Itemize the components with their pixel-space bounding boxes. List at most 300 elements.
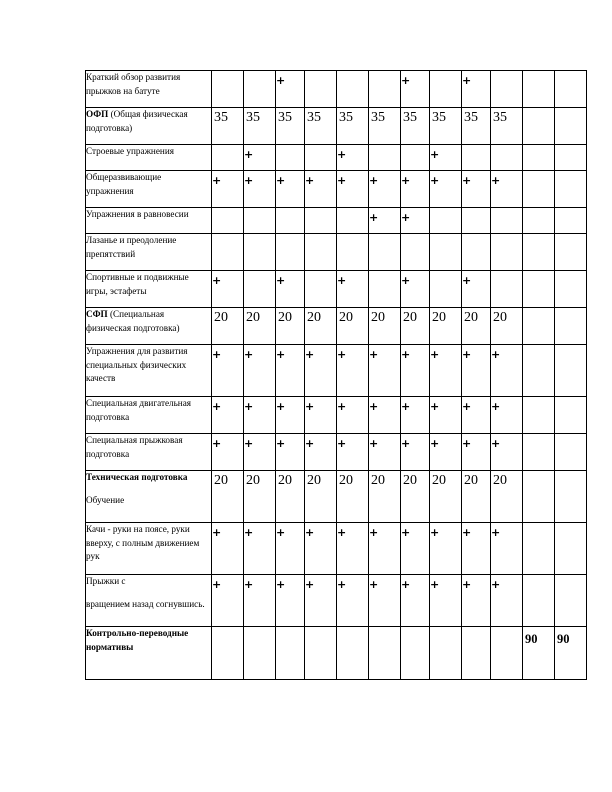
hours-value: 20 [493, 473, 507, 488]
plus-mark: + [305, 437, 315, 450]
table-cell [305, 345, 337, 397]
total-value: 90 [525, 632, 538, 646]
row-label [86, 108, 212, 145]
table-cell [212, 345, 244, 397]
table-cell [430, 523, 462, 575]
table-cell [244, 345, 276, 397]
hours-value: 20 [432, 473, 446, 488]
table-cell [369, 234, 401, 271]
plus-mark: + [369, 526, 379, 539]
table-cell [212, 523, 244, 575]
plus-mark: + [369, 348, 379, 361]
plus-mark: + [276, 174, 286, 187]
table-cell [555, 397, 587, 434]
table-cell [523, 171, 555, 208]
hours-value: 20 [464, 473, 478, 488]
plus-mark: + [401, 578, 411, 591]
table-cell [305, 208, 337, 234]
table-cell [462, 171, 491, 208]
table-cell [555, 145, 587, 171]
table-cell [305, 108, 337, 145]
row-label [86, 627, 212, 680]
hours-value: 35 [432, 110, 446, 125]
plus-mark: + [401, 400, 411, 413]
table-cell [491, 434, 523, 471]
hours-value: 35 [246, 110, 260, 125]
hours-value: 20 [339, 473, 353, 488]
plus-mark: + [369, 211, 379, 224]
plus-mark: + [337, 578, 347, 591]
plus-mark: + [305, 400, 315, 413]
table-cell [337, 145, 369, 171]
plus-mark: + [276, 578, 286, 591]
table-cell [555, 523, 587, 575]
table-cell [305, 145, 337, 171]
table-row [86, 523, 587, 575]
table-row [86, 271, 587, 308]
table-cell [462, 523, 491, 575]
table-cell [523, 308, 555, 345]
table-cell [401, 234, 430, 271]
table-cell [491, 308, 523, 345]
plus-mark: + [430, 174, 440, 187]
table-cell [430, 397, 462, 434]
table-cell [244, 108, 276, 145]
table-cell [276, 523, 305, 575]
row-label-bold: СФП [86, 309, 108, 319]
table-cell [276, 627, 305, 680]
table-cell [401, 345, 430, 397]
total-value: 90 [557, 632, 570, 646]
plus-mark: + [462, 437, 472, 450]
table-cell [430, 171, 462, 208]
row-label-text: Качи - руки на поясе, руки вверху, с полным движением рук [86, 524, 200, 561]
row-label-subtext: вращением назад согнувшись. [86, 598, 205, 609]
hours-value: 20 [371, 473, 385, 488]
table-cell [305, 397, 337, 434]
table-row [86, 471, 587, 523]
row-label [86, 171, 212, 208]
table-cell [523, 145, 555, 171]
table-cell [462, 234, 491, 271]
row-label-bold: Техническая подготовка [86, 472, 188, 482]
table-row [86, 108, 587, 145]
hours-value: 35 [278, 110, 292, 125]
table-cell [369, 308, 401, 345]
table-cell [212, 575, 244, 627]
plus-mark: + [430, 148, 440, 161]
plus-mark: + [430, 437, 440, 450]
row-label-text: Строевые упражнения [86, 146, 174, 156]
table-cell [555, 271, 587, 308]
row-label [86, 208, 212, 234]
plus-mark: + [337, 274, 347, 287]
table-row [86, 308, 587, 345]
plus-mark: + [462, 400, 472, 413]
table-cell [369, 434, 401, 471]
table-cell [212, 145, 244, 171]
table-cell [212, 308, 244, 345]
plus-mark: + [212, 400, 222, 413]
plus-mark: + [401, 74, 411, 87]
table-row [86, 234, 587, 271]
table-cell [430, 145, 462, 171]
table-cell [276, 308, 305, 345]
row-label-text: (Специальная физическая подготовка) [86, 309, 180, 333]
table-cell [369, 397, 401, 434]
table-cell [337, 171, 369, 208]
table-cell [337, 208, 369, 234]
table-cell [523, 345, 555, 397]
table-cell [369, 108, 401, 145]
plus-mark: + [244, 400, 254, 413]
table-cell [491, 234, 523, 271]
hours-value: 35 [403, 110, 417, 125]
table-cell [305, 523, 337, 575]
row-label-text: Специальная прыжковая подготовка [86, 435, 183, 459]
table-cell [430, 575, 462, 627]
table-cell [462, 575, 491, 627]
table-cell [244, 171, 276, 208]
table-cell [555, 627, 587, 680]
row-label [86, 575, 212, 627]
plus-mark: + [305, 348, 315, 361]
table-cell [523, 471, 555, 523]
table-cell [401, 108, 430, 145]
table-cell [369, 171, 401, 208]
hours-value: 20 [432, 310, 446, 325]
hours-value: 20 [278, 473, 292, 488]
plus-mark: + [462, 578, 472, 591]
table-cell [276, 71, 305, 108]
plus-mark: + [337, 400, 347, 413]
hours-value: 35 [339, 110, 353, 125]
table-cell [523, 627, 555, 680]
table-cell [491, 397, 523, 434]
table-cell [555, 171, 587, 208]
plus-mark: + [276, 74, 286, 87]
table-cell [462, 345, 491, 397]
plus-mark: + [369, 400, 379, 413]
table-cell [212, 271, 244, 308]
table-cell [523, 271, 555, 308]
plus-mark: + [337, 148, 347, 161]
table-cell [430, 345, 462, 397]
table-cell [401, 271, 430, 308]
table-cell [337, 397, 369, 434]
table-cell [491, 471, 523, 523]
table-cell [305, 575, 337, 627]
hours-value: 20 [278, 310, 292, 325]
table-cell [555, 434, 587, 471]
table-cell [305, 434, 337, 471]
plus-mark: + [491, 400, 501, 413]
table-cell [401, 208, 430, 234]
table-cell [244, 627, 276, 680]
table-cell [212, 434, 244, 471]
table-cell [212, 627, 244, 680]
table-cell [462, 271, 491, 308]
table-cell [305, 234, 337, 271]
plus-mark: + [401, 348, 411, 361]
plus-mark: + [244, 348, 254, 361]
table-cell [555, 345, 587, 397]
plus-mark: + [369, 437, 379, 450]
row-label-subtext: Обучение [86, 494, 125, 505]
table-cell [491, 108, 523, 145]
table-cell [305, 627, 337, 680]
table-row [86, 171, 587, 208]
plus-mark: + [212, 437, 222, 450]
plus-mark: + [305, 174, 315, 187]
row-label-text: Спортивные и подвижные игры, эстафеты [86, 272, 189, 296]
table-cell [369, 523, 401, 575]
plus-mark: + [337, 526, 347, 539]
table-cell [337, 627, 369, 680]
plus-mark: + [244, 174, 254, 187]
plus-mark: + [276, 348, 286, 361]
table-cell [555, 471, 587, 523]
table-cell [244, 434, 276, 471]
plus-mark: + [491, 526, 501, 539]
row-label [86, 308, 212, 345]
table-cell [491, 171, 523, 208]
table-cell [430, 627, 462, 680]
table-cell [401, 627, 430, 680]
table-cell [491, 523, 523, 575]
table-cell [401, 434, 430, 471]
table-cell [212, 397, 244, 434]
table-cell [369, 271, 401, 308]
table-cell [305, 308, 337, 345]
table-cell [212, 471, 244, 523]
hours-value: 20 [307, 473, 321, 488]
plus-mark: + [430, 578, 440, 591]
table-cell [244, 145, 276, 171]
row-label-text: Упражнения в равновесии [86, 209, 189, 219]
hours-value: 20 [371, 310, 385, 325]
table-cell [244, 234, 276, 271]
row-label-text: (Общая физическая подготовка) [86, 109, 188, 133]
table-cell [337, 108, 369, 145]
table-cell [462, 397, 491, 434]
table-cell [401, 308, 430, 345]
table-cell [337, 523, 369, 575]
training-plan-table [85, 70, 587, 680]
plus-mark: + [276, 274, 286, 287]
table-cell [276, 145, 305, 171]
table-cell [491, 271, 523, 308]
hours-value: 20 [246, 473, 260, 488]
plus-mark: + [491, 174, 501, 187]
plus-mark: + [401, 174, 411, 187]
table-cell [369, 471, 401, 523]
row-label [86, 471, 212, 523]
table-cell [523, 108, 555, 145]
table-cell [523, 397, 555, 434]
table-cell [430, 234, 462, 271]
table-cell [369, 345, 401, 397]
plus-mark: + [462, 174, 472, 187]
table-cell [212, 171, 244, 208]
plus-mark: + [305, 526, 315, 539]
row-label [86, 234, 212, 271]
table-cell [212, 71, 244, 108]
table-cell [369, 627, 401, 680]
table-cell [305, 471, 337, 523]
table-cell [491, 208, 523, 234]
plus-mark: + [212, 578, 222, 591]
row-label-text: Краткий обзор развития прыжков на батуте [86, 72, 181, 96]
plus-mark: + [212, 274, 222, 287]
row-label-bold: Контрольно-переводные нормативы [86, 628, 189, 652]
table-cell [369, 208, 401, 234]
hours-value: 35 [371, 110, 385, 125]
table-cell [244, 523, 276, 575]
table-cell [462, 434, 491, 471]
table-cell [491, 575, 523, 627]
table-cell [276, 271, 305, 308]
table-cell [555, 71, 587, 108]
table-cell [462, 208, 491, 234]
table-cell [276, 234, 305, 271]
row-label [86, 397, 212, 434]
plus-mark: + [244, 526, 254, 539]
table-cell [212, 108, 244, 145]
table-cell [401, 145, 430, 171]
table-cell [337, 471, 369, 523]
table-cell [305, 271, 337, 308]
plus-mark: + [491, 348, 501, 361]
hours-value: 20 [307, 310, 321, 325]
plus-mark: + [337, 174, 347, 187]
table-cell [305, 71, 337, 108]
row-label [86, 345, 212, 397]
hours-value: 20 [214, 473, 228, 488]
plus-mark: + [401, 211, 411, 224]
table-cell [462, 471, 491, 523]
table-cell [212, 208, 244, 234]
table-cell [491, 145, 523, 171]
table-cell [369, 71, 401, 108]
table-cell [523, 208, 555, 234]
plus-mark: + [244, 437, 254, 450]
table-cell [276, 397, 305, 434]
row-label [86, 271, 212, 308]
table-cell [276, 108, 305, 145]
table-row [86, 434, 587, 471]
table-cell [523, 575, 555, 627]
table-cell [462, 308, 491, 345]
table-cell [244, 397, 276, 434]
table-cell [401, 575, 430, 627]
table-cell [244, 471, 276, 523]
table-cell [462, 108, 491, 145]
plus-mark: + [305, 578, 315, 591]
table-cell [276, 471, 305, 523]
plus-mark: + [276, 400, 286, 413]
table-cell [369, 575, 401, 627]
row-label [86, 71, 212, 108]
row-label-text: Общеразвивающие упражнения [86, 172, 162, 196]
plus-mark: + [491, 437, 501, 450]
table-cell [555, 234, 587, 271]
hours-value: 35 [307, 110, 321, 125]
plus-mark: + [401, 437, 411, 450]
table-cell [523, 234, 555, 271]
plus-mark: + [337, 348, 347, 361]
hours-value: 20 [493, 310, 507, 325]
plus-mark: + [212, 174, 222, 187]
plus-mark: + [462, 348, 472, 361]
table-cell [430, 208, 462, 234]
table-cell [244, 308, 276, 345]
table-cell [276, 208, 305, 234]
table-row [86, 145, 587, 171]
table-cell [430, 71, 462, 108]
table-cell [244, 575, 276, 627]
hours-value: 20 [339, 310, 353, 325]
plus-mark: + [430, 400, 440, 413]
plus-mark: + [462, 74, 472, 87]
table-cell [491, 71, 523, 108]
table-cell [244, 71, 276, 108]
hours-value: 20 [464, 310, 478, 325]
plus-mark: + [462, 274, 472, 287]
table-cell [523, 434, 555, 471]
table-cell [369, 145, 401, 171]
table-cell [523, 523, 555, 575]
table-row [86, 575, 587, 627]
table-cell [462, 71, 491, 108]
table-cell [555, 575, 587, 627]
row-label-text: Специальная двигательная подготовка [86, 398, 192, 422]
table-row [86, 345, 587, 397]
table-cell [430, 271, 462, 308]
table-cell [305, 171, 337, 208]
row-label [86, 145, 212, 171]
table-cell [337, 434, 369, 471]
table-cell [430, 471, 462, 523]
table-cell [337, 345, 369, 397]
table-cell [462, 145, 491, 171]
table-row [86, 627, 587, 680]
table-cell [276, 345, 305, 397]
plus-mark: + [401, 274, 411, 287]
table-cell [555, 308, 587, 345]
hours-value: 35 [493, 110, 507, 125]
plus-mark: + [430, 526, 440, 539]
row-label [86, 434, 212, 471]
table-cell [337, 575, 369, 627]
row-label-text: Прыжки с [86, 576, 126, 586]
table-row [86, 71, 587, 108]
table-cell [337, 234, 369, 271]
table-cell [401, 523, 430, 575]
table-cell [337, 271, 369, 308]
hours-value: 20 [246, 310, 260, 325]
table-cell [212, 234, 244, 271]
table-cell [555, 208, 587, 234]
table-cell [401, 397, 430, 434]
plus-mark: + [369, 174, 379, 187]
plus-mark: + [430, 348, 440, 361]
plus-mark: + [212, 348, 222, 361]
hours-value: 35 [464, 110, 478, 125]
table-cell [337, 71, 369, 108]
table-cell [276, 171, 305, 208]
plus-mark: + [244, 578, 254, 591]
